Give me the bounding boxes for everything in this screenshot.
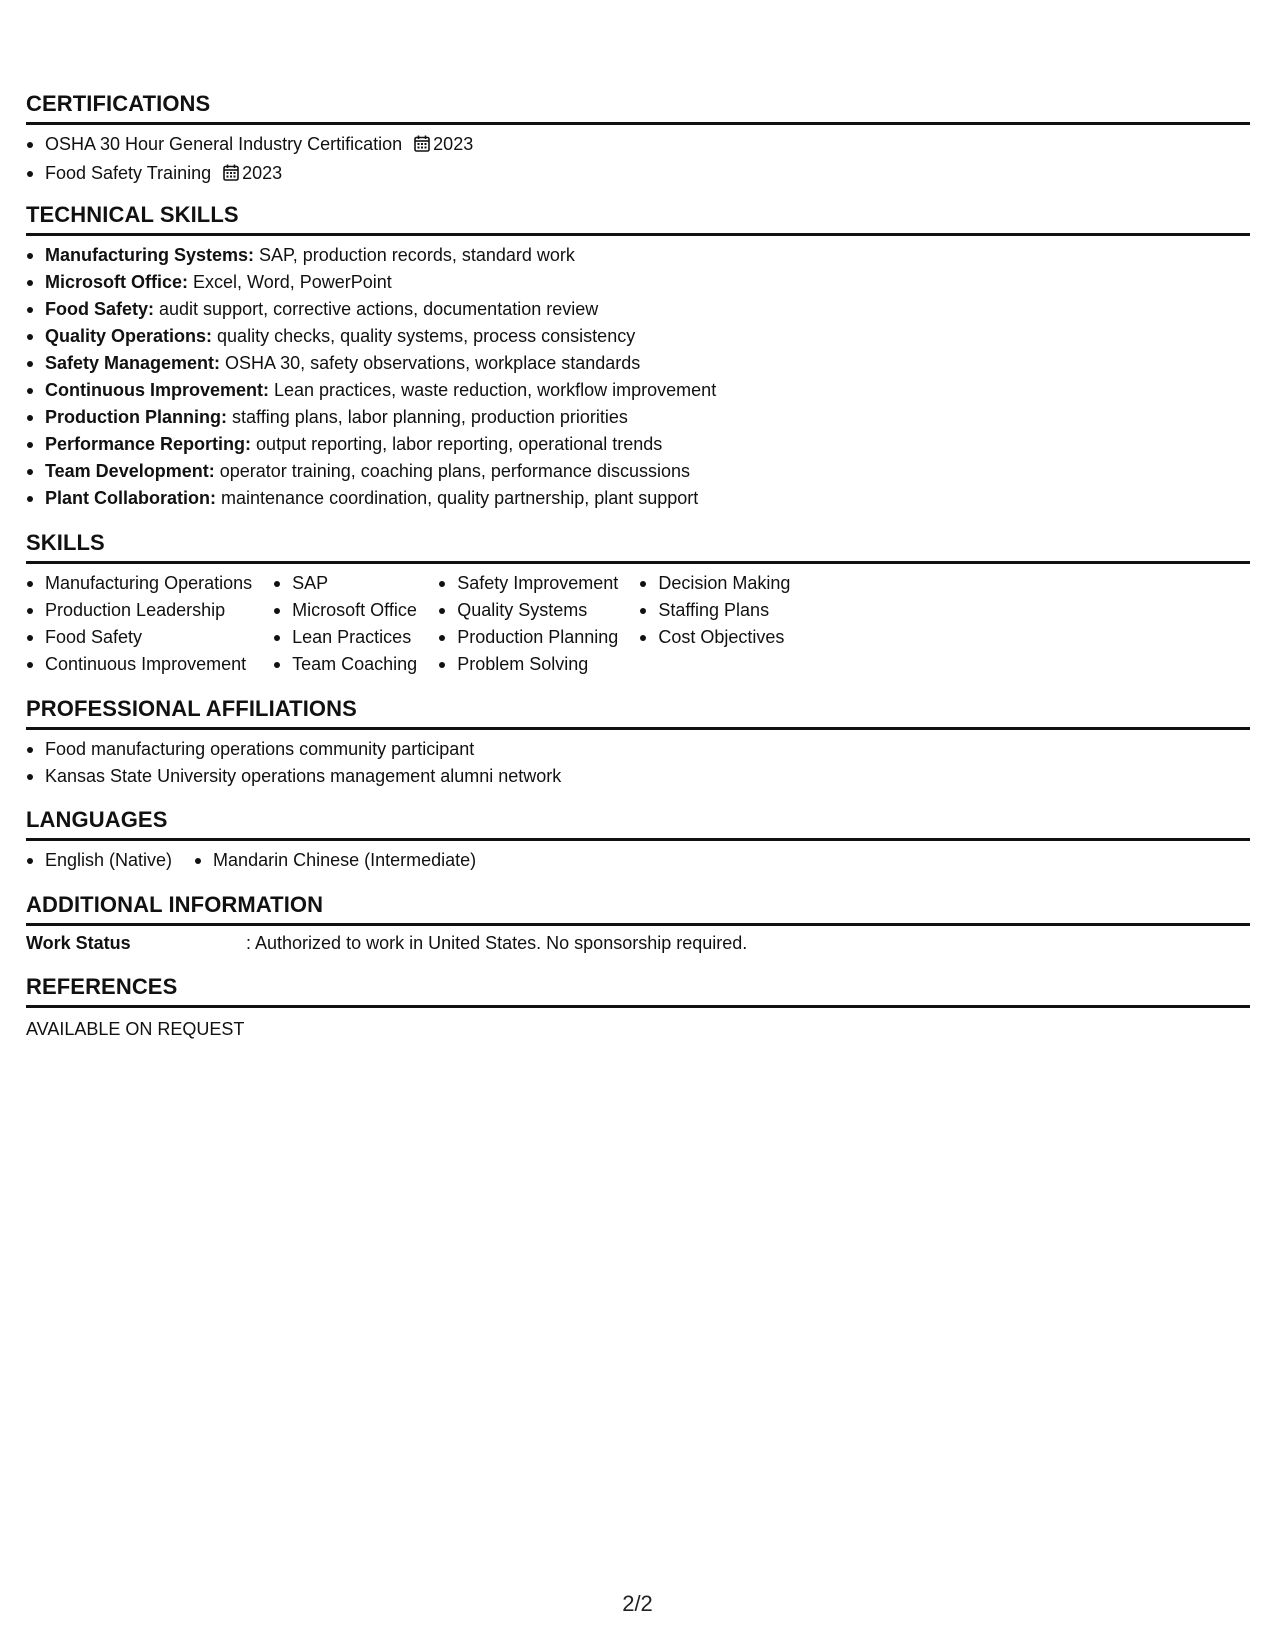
list-item: Production Leadership (26, 597, 252, 624)
list-item: Microsoft Office (273, 597, 417, 624)
list-item: Food manufacturing operations community participant (26, 736, 1250, 763)
list-item: Team Coaching (273, 651, 417, 678)
affiliations-list (26, 736, 1250, 790)
languages-list (26, 847, 1250, 874)
skill-details: SAP, production records, standard work (254, 245, 575, 265)
list-item: Lean Practices (273, 624, 417, 651)
skill-category: Continuous Improvement: (45, 380, 269, 400)
section-divider (26, 561, 1250, 564)
skill-details: staffing plans, labor planning, production priorities (227, 407, 628, 427)
section-divider (26, 233, 1250, 236)
skill-details: Lean practices, waste reduction, workflow improvement (269, 380, 717, 400)
affiliations-section (26, 695, 1250, 790)
skill-details: output reporting, labor reporting, operational trends (251, 434, 663, 454)
list-item (26, 350, 1250, 377)
skill-category: Safety Management: (45, 353, 221, 373)
work-status-label: Work Status (26, 933, 131, 953)
technical-skills-section (26, 201, 1250, 512)
list-item: Staffing Plans (639, 597, 790, 624)
skill-category: Team Development: (45, 461, 215, 481)
skill-category: Production Planning: (45, 407, 227, 427)
section-title: ADDITIONAL INFORMATION (26, 892, 324, 917)
page-number: 2/2 (622, 1591, 653, 1616)
certification-year: 2023 (242, 163, 283, 183)
section-title: CERTIFICATIONS (26, 91, 211, 116)
skill-details: Excel, Word, PowerPoint (188, 272, 392, 292)
list-item (26, 377, 1250, 404)
certification-year: 2023 (433, 134, 474, 154)
list-item: Manufacturing Operations (26, 570, 252, 597)
section-title: REFERENCES (26, 974, 178, 999)
list-item: Production Planning (438, 624, 618, 651)
list-item (26, 296, 1250, 323)
list-item (26, 269, 1250, 296)
list-item (26, 404, 1250, 431)
skills-grid (26, 570, 1250, 678)
list-item (26, 323, 1250, 350)
skill-details: OSHA 30, safety observations, workplace standards (220, 353, 641, 373)
languages-section (26, 806, 1250, 874)
section-title: PROFESSIONAL AFFILIATIONS (26, 696, 357, 721)
skill-details: quality checks, quality systems, process consistency (212, 326, 636, 346)
calendar-icon (223, 162, 239, 189)
skill-details: maintenance coordination, quality partnership, plant support (216, 488, 699, 508)
list-item (26, 431, 1250, 458)
list-item (26, 485, 1250, 512)
skills-column (438, 570, 618, 678)
list-item: Continuous Improvement (26, 651, 252, 678)
section-divider (26, 727, 1250, 730)
section-divider (26, 1005, 1250, 1008)
skill-category: Manufacturing Systems: (45, 245, 255, 265)
skills-column (639, 570, 790, 678)
calendar-icon (414, 133, 430, 160)
skill-category: Performance Reporting: (45, 434, 252, 454)
list-item: Safety Improvement (438, 570, 618, 597)
section-divider (26, 923, 1250, 926)
list-item: Problem Solving (438, 651, 618, 678)
skills-section (26, 529, 1250, 678)
work-status-row (26, 930, 1250, 957)
list-item: Kansas State University operations management alumni network (26, 763, 1250, 790)
skill-category: Quality Operations: (45, 326, 213, 346)
certification-name: OSHA 30 Hour General Industry Certification (45, 134, 403, 154)
skill-category: Microsoft Office: (45, 272, 189, 292)
list-item: Food Safety (26, 624, 252, 651)
list-item: English (Native) (26, 847, 172, 874)
list-item (26, 458, 1250, 485)
list-item: Cost Objectives (639, 624, 790, 651)
section-title: TECHNICAL SKILLS (26, 202, 239, 227)
skills-column (26, 570, 252, 678)
references-section (26, 973, 1250, 1043)
section-title: LANGUAGES (26, 807, 168, 832)
skills-column (273, 570, 417, 678)
section-divider (26, 122, 1250, 125)
work-status-value: : Authorized to work in United States. No sponsorship required. (246, 933, 748, 953)
list-item: Decision Making (639, 570, 790, 597)
additional-information-section (26, 891, 1250, 957)
list-item (26, 242, 1250, 269)
references-text: AVAILABLE ON REQUEST (26, 1019, 245, 1039)
skill-category: Food Safety: (45, 299, 155, 319)
certification-name: Food Safety Training (45, 163, 212, 183)
list-item (26, 160, 1250, 189)
list-item (26, 131, 1250, 160)
list-item: Mandarin Chinese (Intermediate) (194, 847, 476, 874)
skill-details: operator training, coaching plans, performance discussions (214, 461, 690, 481)
section-divider (26, 838, 1250, 841)
list-item: Quality Systems (438, 597, 618, 624)
skill-category: Plant Collaboration: (45, 488, 216, 508)
section-title: SKILLS (26, 530, 105, 555)
technical-skills-list (26, 242, 1250, 512)
list-item: SAP (273, 570, 417, 597)
certifications-section (26, 90, 1250, 189)
certifications-list (26, 131, 1250, 189)
skill-details: audit support, corrective actions, documentation review (154, 299, 599, 319)
